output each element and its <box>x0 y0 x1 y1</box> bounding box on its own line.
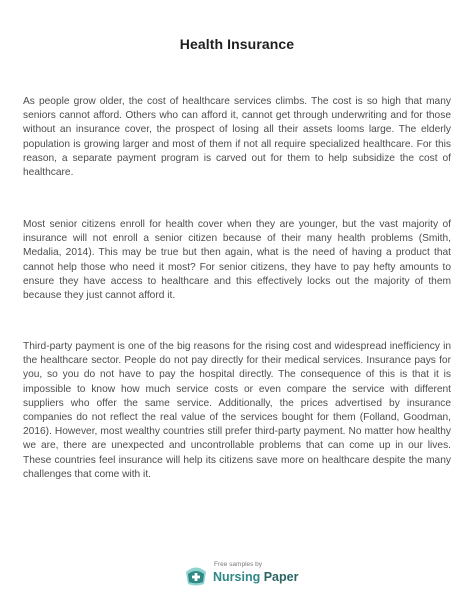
nursing-cap-icon <box>184 562 208 588</box>
paragraph-1: As people grow older, the cost of healthcare services climbs. The cost is so high that many seniors cannot afford. Others who can afford it, cannot get through underwriting and for those without an insurance cover, the prospect of losing all their assets looms large. The elderly population is growing larger and most of them if not all require specialized healthcare. For this reason, a separate payment program is carved out for them to help subsidize the cost of healthcare. <box>23 96 451 179</box>
brand-name-part-2: Paper <box>263 570 299 584</box>
brand-name <box>213 570 298 584</box>
brand-name-part-1: Nursing <box>213 570 261 584</box>
paragraph-2: Most senior citizens enroll for health cover when they are younger, but the vast majority of insurance will not enroll a senior citizen because of their many health problems (Smith, Medalia, 2014). This may be true but then again, what is the need of having a product that cannot help those who need it most? For senior citizens, they have to pay hefty amounts to ensure they have access to healthcare and this effectively locks out the majority of them because they just cannot afford it. <box>23 219 451 302</box>
document-title: Health Insurance <box>179 36 295 52</box>
footer-brand-logo <box>0 558 474 592</box>
paragraph-3: Third-party payment is one of the big reasons for the rising cost and widespread inefficiency in the healthcare sector. People do not pay directly for their medical services. Insurance pays for you, so you do not have to pay the hospital directly. The consequence of this is that it is impossible to know how much service costs or even compare the service with different suppliers who offer the same service. Additionally, the prices advertised by insurance companies do not reflect the real value of the services bought for them (Folland, Goodman, 2016). However, most wealthy countries still prefer third-party payment. No matter how healthy we are, there are unexpected and uncontrollable problems that can come up in our lives. These countries feel insurance will help its citizens save more on healthcare despite the many challenges that come with it. <box>23 341 451 480</box>
footer-tagline: Free samples by <box>214 561 263 568</box>
